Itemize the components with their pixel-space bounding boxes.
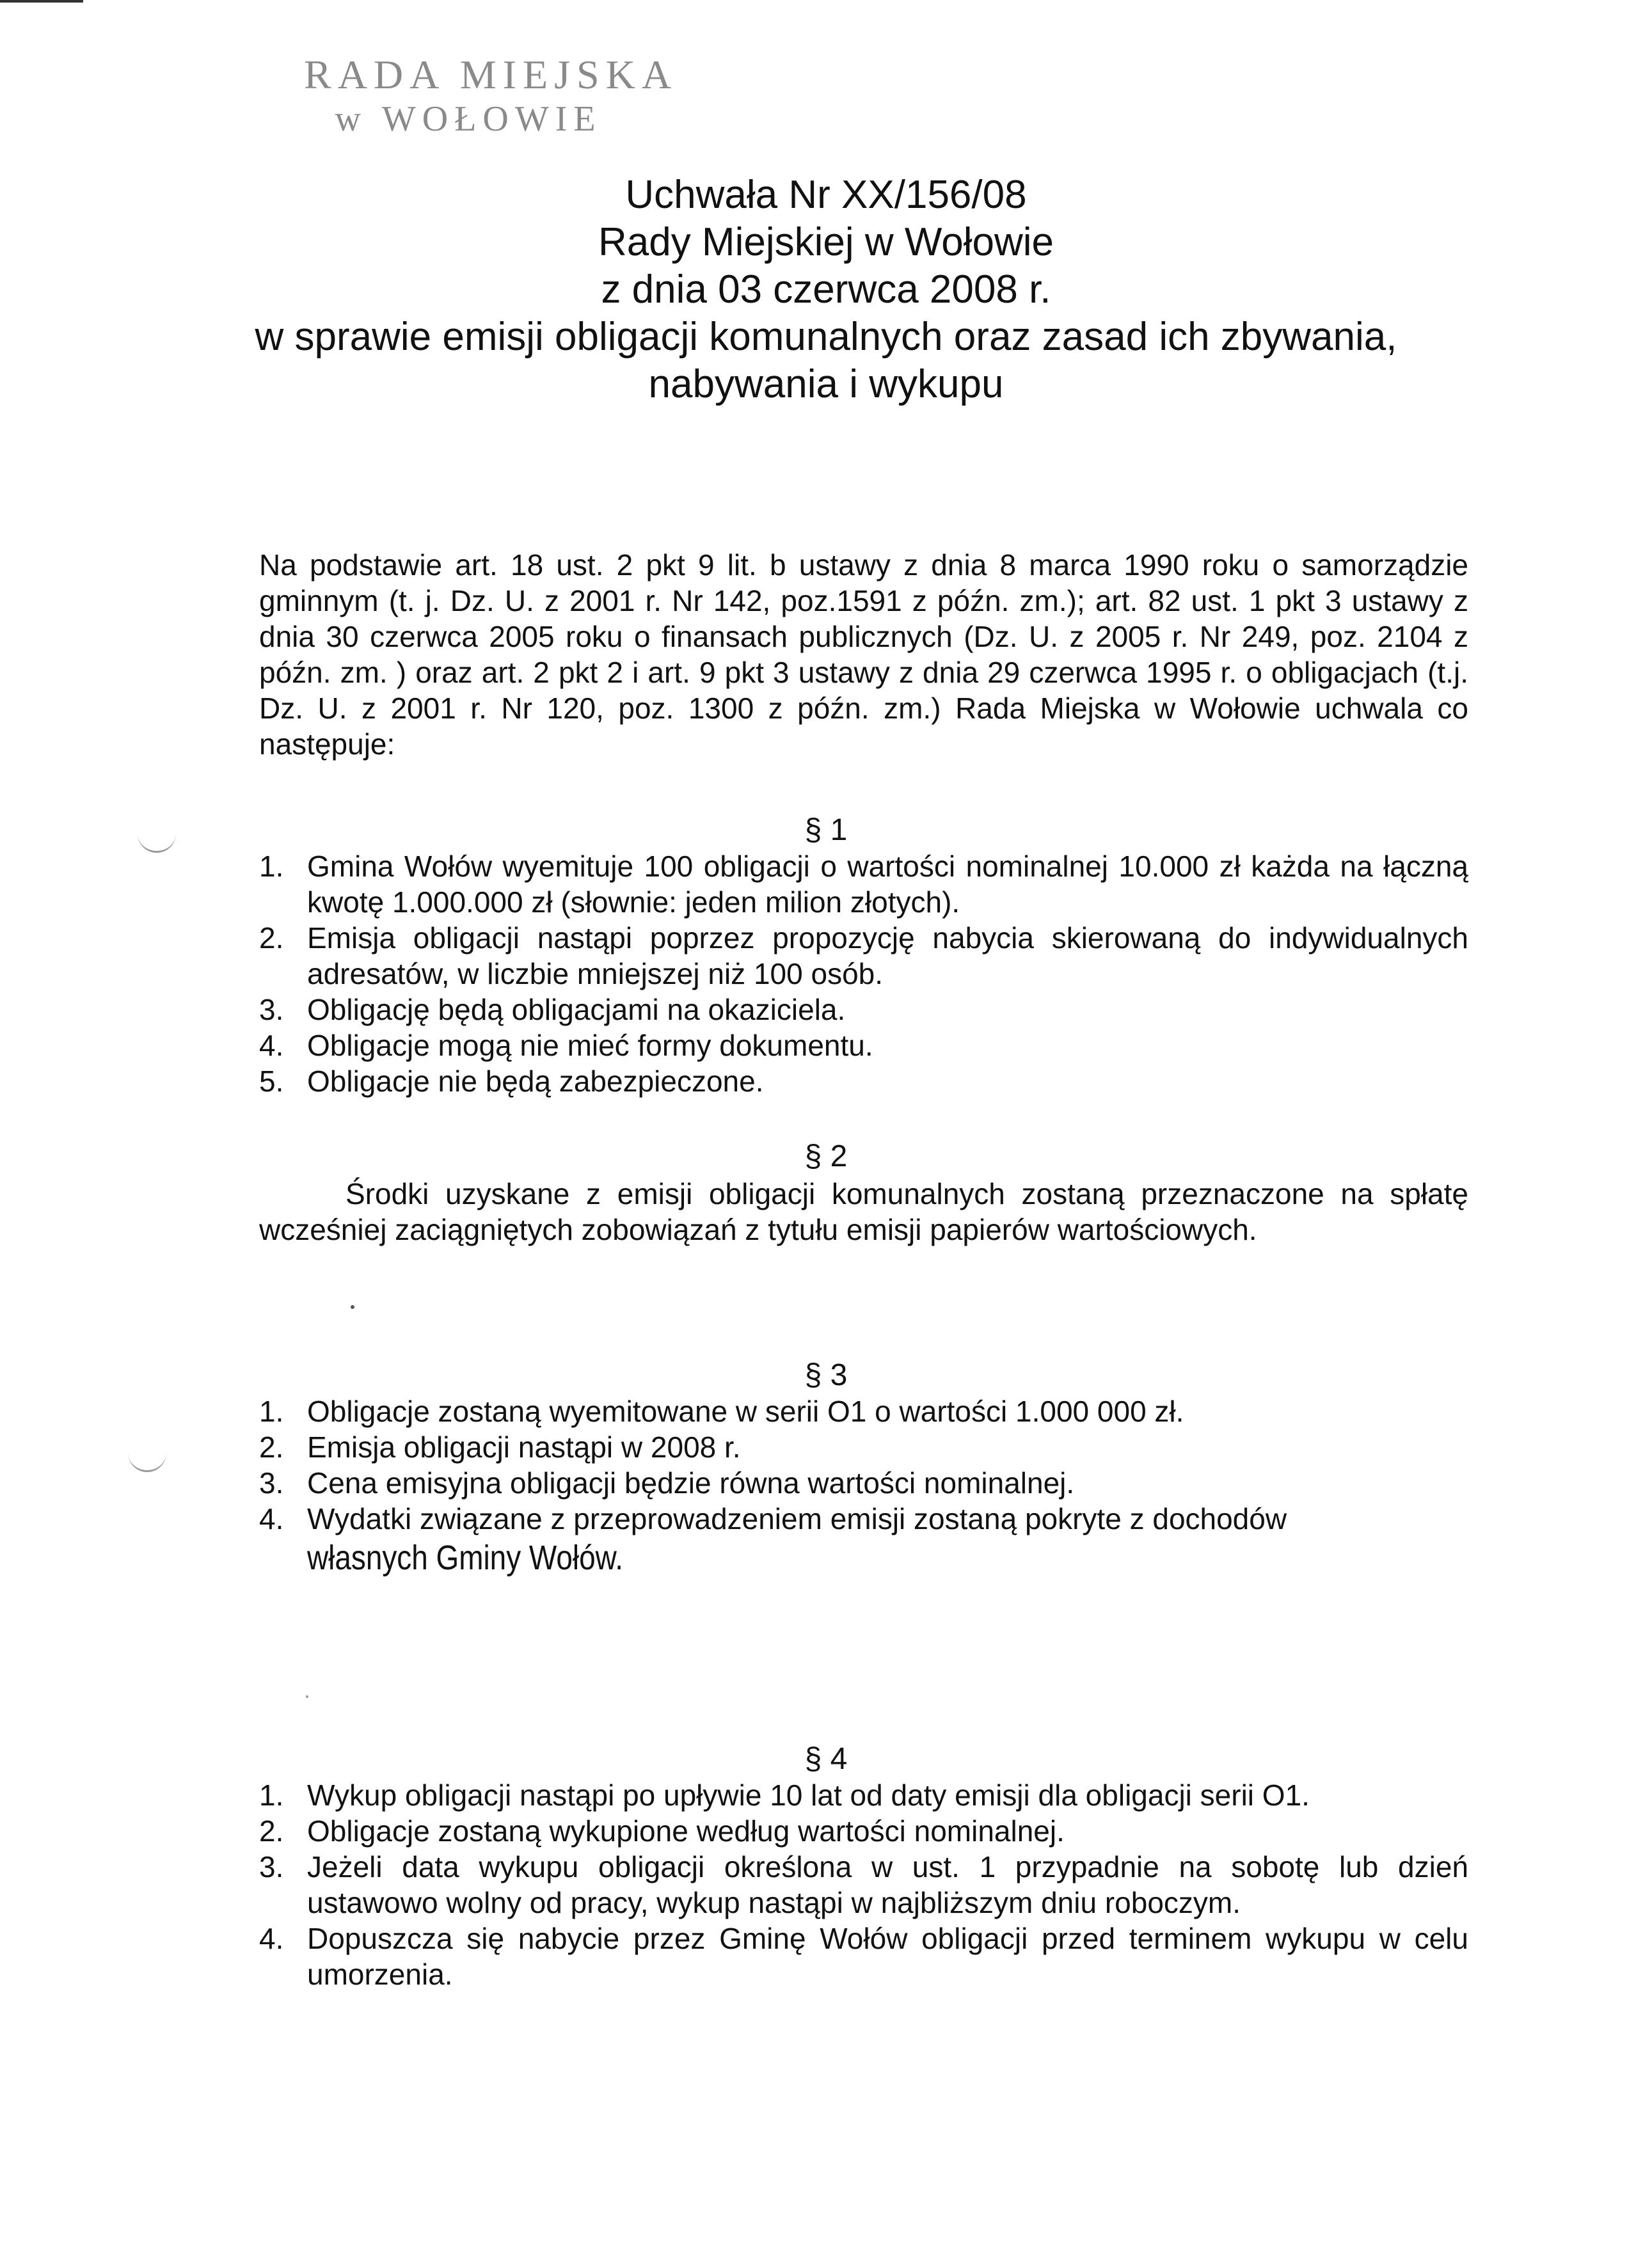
list-item [259, 1393, 1468, 1429]
item-number: 1. [259, 850, 284, 883]
list-item [259, 1921, 1468, 1992]
margin-mark [128, 1451, 166, 1472]
list-item [259, 1465, 1468, 1501]
item-number: 3. [259, 993, 284, 1026]
item-number: 4. [259, 1029, 284, 1062]
council-stamp [304, 51, 678, 139]
title-resolution-number: Uchwała Nr XX/156/08 [625, 173, 1027, 217]
item-text: Jeżeli data wykupu obligacji określona w ust. 1 przypadnie na sobotę lub dzień ustawowo wolny od pracy, wykup nastąpi w najbliższym dniu roboczym. [307, 1850, 1468, 1919]
title-subject-line-2: nabywania i wykupu [648, 362, 1004, 406]
item-number: 1. [259, 1779, 284, 1812]
scan-speck [351, 1305, 354, 1309]
list-item [259, 1501, 1468, 1579]
item-number: 4. [259, 1922, 284, 1955]
item-text: Emisja obligacji nastąpi poprzez propozycję nabycia skierowaną do indywidualnych adresatów, w liczbie mniejszej niż 100 osób. [307, 921, 1468, 990]
document-title [0, 171, 1652, 408]
item-text: Wykup obligacji nastąpi po upływie 10 lat od daty emisji dla obligacji serii O1. [307, 1779, 1310, 1812]
title-date: z dnia 03 czerwca 2008 r. [601, 267, 1051, 312]
section-1-heading: § 1 [804, 813, 848, 847]
item-text: Obligacje mogą nie mieć formy dokumentu. [307, 1029, 873, 1062]
list-item [259, 920, 1468, 992]
item-text: Cena emisyjna obligacji będzie równa wartości nominalnej. [307, 1466, 1075, 1500]
section-1-list [259, 848, 1468, 1099]
item-number: 4. [259, 1502, 284, 1535]
section-4-list [259, 1777, 1468, 1992]
list-item [259, 848, 1468, 920]
item-text: Obligację będą obligacjami na okaziciela. [307, 993, 846, 1026]
item-text: Obligacje nie będą zabezpieczone. [307, 1065, 764, 1098]
item-number: 2. [259, 921, 284, 955]
section-2-heading: § 2 [804, 1139, 848, 1173]
item-number: 3. [259, 1850, 284, 1883]
list-item [259, 1429, 1468, 1465]
list-item [259, 992, 1468, 1027]
title-subject-line-1: w sprawie emisji obligacji komunalnych oraz zasad ich zbywania, [255, 315, 1397, 359]
item-text: Obligacje zostaną wykupione według wartości nominalnej. [307, 1814, 1065, 1848]
list-item [259, 1849, 1468, 1921]
item-number: 1. [259, 1395, 284, 1428]
item-number: 2. [259, 1431, 284, 1464]
item-number: 2. [259, 1814, 284, 1848]
section-3-list [259, 1393, 1468, 1579]
item-text-continuation: własnych Gminy Wołów. [307, 1539, 624, 1577]
stamp-line-2: w WOŁOWIE [335, 99, 602, 139]
preamble: Na podstawie art. 18 ust. 2 pkt 9 lit. b ustawy z dnia 8 marca 1990 roku o samorządzie gminnym (t. j. Dz. U. z 2001 r. Nr 142, poz.1591 z późn. zm.); art. 82 ust. 1 pkt 3 ustawy z dnia 30 czerwca 2005 roku o finansach publicznych (Dz. U. z 2005 r. Nr 249, poz. 2104 z późn. zm. ) oraz art. 2 pkt 2 i art. 9 pkt 3 ustawy z dnia 29 czerwca 1995 r. o obligacjach (t.j. Dz. U. z 2001 r. Nr 120, poz. 1300 z późn. zm.) Rada Miejska w Wołowie uchwala co następuje: [259, 548, 1468, 761]
list-item [259, 1777, 1468, 1813]
scan-speck [306, 1695, 308, 1698]
stamp-line-1: RADA MIEJSKA [304, 52, 678, 97]
item-number: 5. [259, 1065, 284, 1098]
list-item [259, 1063, 1468, 1099]
section-2-paragraph: Środki uzyskane z emisji obligacji komunalnych zostaną przeznaczone na spłatę wcześniej zaciągniętych zobowiązań z tytułu emisji papierów wartościowych. [259, 1177, 1468, 1246]
item-text: Obligacje zostaną wyemitowane w serii O1 o wartości 1.000 000 zł. [307, 1395, 1184, 1428]
item-text: Emisja obligacji nastąpi w 2008 r. [307, 1431, 741, 1464]
margin-mark [138, 832, 176, 853]
section-4-heading: § 4 [804, 1742, 848, 1776]
scan-edge-mark [0, 0, 83, 3]
list-item [259, 1027, 1468, 1063]
title-council: Rady Miejskiej w Wołowie [598, 220, 1054, 264]
list-item [259, 1813, 1468, 1849]
item-text: Dopuszcza się nabycie przez Gminę Wołów obligacji przed terminem wykupu w celu umorzenia. [307, 1922, 1468, 1991]
item-text: Gmina Wołów wyemituje 100 obligacji o wartości nominalnej 10.000 zł każda na łączną kwotę 1.000.000 zł (słownie: jeden milion złotych). [307, 850, 1468, 919]
section-2-text [259, 1176, 1468, 1248]
item-text: Wydatki związane z przeprowadzeniem emisji zostaną pokryte z dochodów [307, 1502, 1287, 1535]
section-3-heading: § 3 [804, 1358, 848, 1392]
item-number: 3. [259, 1466, 284, 1500]
